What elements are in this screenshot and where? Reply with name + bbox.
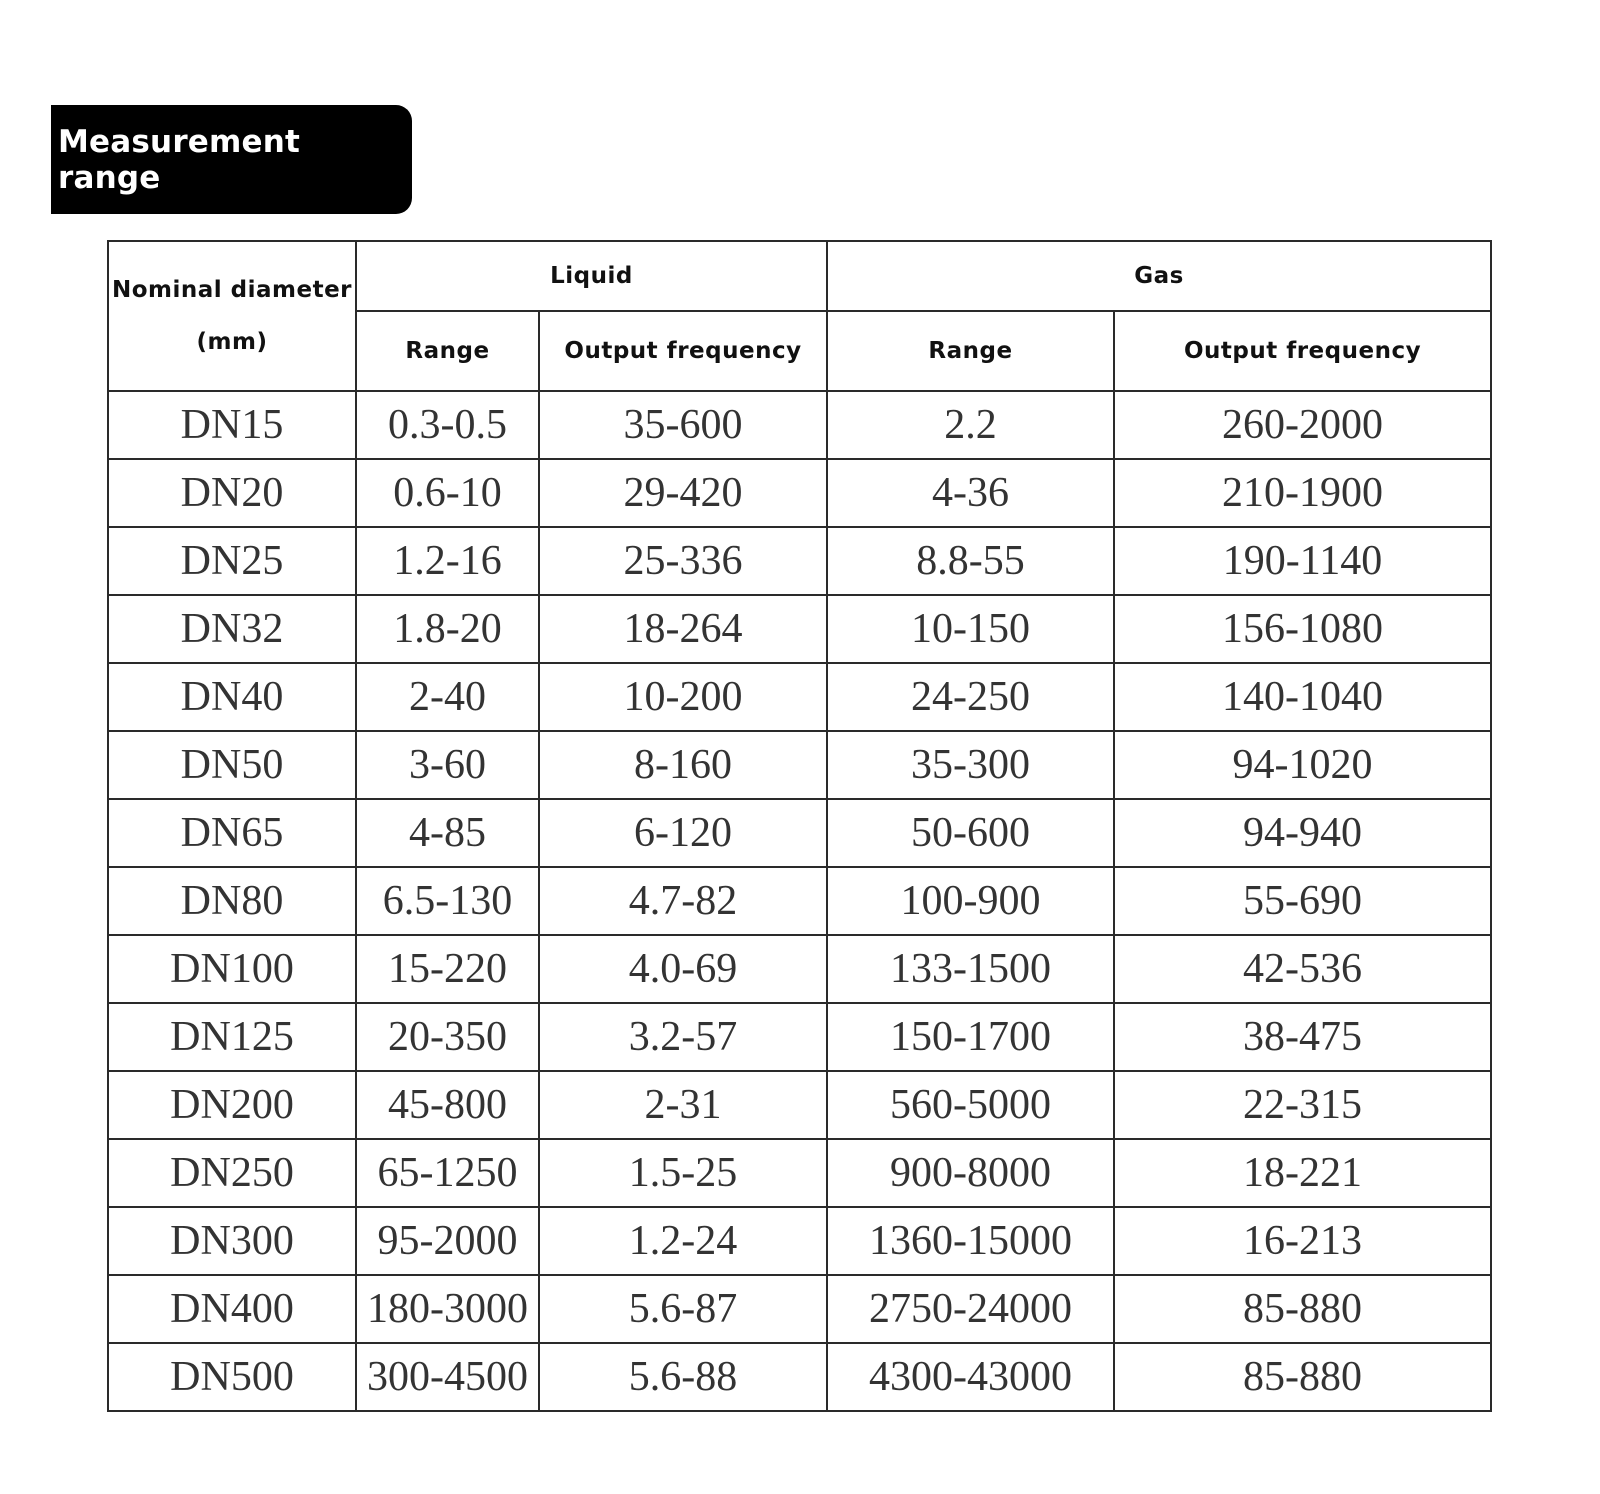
table-row [108, 1003, 1491, 1071]
liquid-output-frequency-cell: 8-160 [539, 731, 827, 799]
gas-output-frequency-cell: 16-213 [1114, 1207, 1491, 1275]
gas-range-cell: 10-150 [827, 595, 1114, 663]
liquid-range-cell: 1.2-16 [356, 527, 539, 595]
gas-output-frequency-cell: 94-940 [1114, 799, 1491, 867]
liquid-output-frequency-cell: 25-336 [539, 527, 827, 595]
table-row [108, 1071, 1491, 1139]
gas-range-cell: 133-1500 [827, 935, 1114, 1003]
gas-output-frequency-cell: 210-1900 [1114, 459, 1491, 527]
liquid-output-frequency-cell: 1.5-25 [539, 1139, 827, 1207]
nominal-diameter-cell: DN250 [108, 1139, 356, 1207]
gas-range-header: Range [827, 311, 1114, 391]
nominal-diameter-cell: DN400 [108, 1275, 356, 1343]
gas-output-frequency-cell: 55-690 [1114, 867, 1491, 935]
page-title: Measurement range [58, 123, 301, 196]
liquid-output-frequency-cell: 10-200 [539, 663, 827, 731]
table-row [108, 459, 1491, 527]
table-row [108, 935, 1491, 1003]
liquid-range-cell: 6.5-130 [356, 867, 539, 935]
gas-range-cell: 8.8-55 [827, 527, 1114, 595]
table-row [108, 1207, 1491, 1275]
liquid-group-header: Liquid [356, 241, 827, 311]
gas-output-frequency-cell: 42-536 [1114, 935, 1491, 1003]
table-row [108, 663, 1491, 731]
table-row [108, 731, 1491, 799]
nominal-diameter-cell: DN20 [108, 459, 356, 527]
nominal-diameter-label: Nominal diameter [111, 277, 353, 303]
gas-output-frequency-cell: 190-1140 [1114, 527, 1491, 595]
page-title-badge [51, 105, 412, 214]
liquid-output-frequency-cell: 5.6-87 [539, 1275, 827, 1343]
measurement-range-table [107, 240, 1492, 1412]
gas-group-header: Gas [827, 241, 1491, 311]
nominal-diameter-cell: DN200 [108, 1071, 356, 1139]
liquid-range-cell: 300-4500 [356, 1343, 539, 1411]
liquid-range-cell: 3-60 [356, 731, 539, 799]
table-row [108, 595, 1491, 663]
liquid-output-frequency-cell: 18-264 [539, 595, 827, 663]
gas-output-frequency-cell: 18-221 [1114, 1139, 1491, 1207]
table-row [108, 799, 1491, 867]
gas-range-cell: 50-600 [827, 799, 1114, 867]
liquid-range-cell: 45-800 [356, 1071, 539, 1139]
nominal-diameter-header [108, 241, 356, 391]
nominal-diameter-cell: DN65 [108, 799, 356, 867]
nominal-diameter-cell: DN300 [108, 1207, 356, 1275]
liquid-range-header: Range [356, 311, 539, 391]
liquid-range-cell: 0.3-0.5 [356, 391, 539, 459]
liquid-output-frequency-header: Output frequency [539, 311, 827, 391]
gas-output-frequency-cell: 260-2000 [1114, 391, 1491, 459]
nominal-diameter-cell: DN15 [108, 391, 356, 459]
gas-range-cell: 2.2 [827, 391, 1114, 459]
nominal-diameter-cell: DN32 [108, 595, 356, 663]
nominal-diameter-cell: DN500 [108, 1343, 356, 1411]
nominal-diameter-cell: DN25 [108, 527, 356, 595]
gas-output-frequency-cell: 38-475 [1114, 1003, 1491, 1071]
table-group-header-row [108, 241, 1491, 311]
liquid-output-frequency-cell: 4.7-82 [539, 867, 827, 935]
nominal-diameter-cell: DN50 [108, 731, 356, 799]
gas-output-frequency-cell: 22-315 [1114, 1071, 1491, 1139]
liquid-output-frequency-cell: 5.6-88 [539, 1343, 827, 1411]
table-row [108, 527, 1491, 595]
gas-output-frequency-cell: 94-1020 [1114, 731, 1491, 799]
liquid-range-cell: 65-1250 [356, 1139, 539, 1207]
liquid-range-cell: 2-40 [356, 663, 539, 731]
gas-range-cell: 4300-43000 [827, 1343, 1114, 1411]
liquid-output-frequency-cell: 35-600 [539, 391, 827, 459]
liquid-output-frequency-cell: 4.0-69 [539, 935, 827, 1003]
liquid-output-frequency-cell: 1.2-24 [539, 1207, 827, 1275]
liquid-range-cell: 20-350 [356, 1003, 539, 1071]
liquid-range-cell: 15-220 [356, 935, 539, 1003]
gas-output-frequency-cell: 140-1040 [1114, 663, 1491, 731]
table-row [108, 1275, 1491, 1343]
table-row [108, 391, 1491, 459]
table-body [108, 391, 1491, 1411]
table-row [108, 1139, 1491, 1207]
liquid-output-frequency-cell: 2-31 [539, 1071, 827, 1139]
gas-output-frequency-cell: 85-880 [1114, 1343, 1491, 1411]
gas-range-cell: 1360-15000 [827, 1207, 1114, 1275]
gas-range-cell: 24-250 [827, 663, 1114, 731]
nominal-diameter-unit: (mm) [196, 329, 268, 355]
liquid-range-cell: 1.8-20 [356, 595, 539, 663]
table-row [108, 867, 1491, 935]
gas-range-cell: 900-8000 [827, 1139, 1114, 1207]
nominal-diameter-cell: DN80 [108, 867, 356, 935]
gas-range-cell: 2750-24000 [827, 1275, 1114, 1343]
nominal-diameter-cell: DN100 [108, 935, 356, 1003]
liquid-output-frequency-cell: 6-120 [539, 799, 827, 867]
gas-range-cell: 35-300 [827, 731, 1114, 799]
liquid-output-frequency-cell: 3.2-57 [539, 1003, 827, 1071]
liquid-range-cell: 180-3000 [356, 1275, 539, 1343]
liquid-range-cell: 95-2000 [356, 1207, 539, 1275]
gas-output-frequency-header: Output frequency [1114, 311, 1491, 391]
gas-range-cell: 4-36 [827, 459, 1114, 527]
gas-range-cell: 150-1700 [827, 1003, 1114, 1071]
liquid-range-cell: 0.6-10 [356, 459, 539, 527]
gas-output-frequency-cell: 156-1080 [1114, 595, 1491, 663]
liquid-range-cell: 4-85 [356, 799, 539, 867]
nominal-diameter-cell: DN125 [108, 1003, 356, 1071]
nominal-diameter-cell: DN40 [108, 663, 356, 731]
gas-output-frequency-cell: 85-880 [1114, 1275, 1491, 1343]
gas-range-cell: 560-5000 [827, 1071, 1114, 1139]
gas-range-cell: 100-900 [827, 867, 1114, 935]
table-row [108, 1343, 1491, 1411]
liquid-output-frequency-cell: 29-420 [539, 459, 827, 527]
